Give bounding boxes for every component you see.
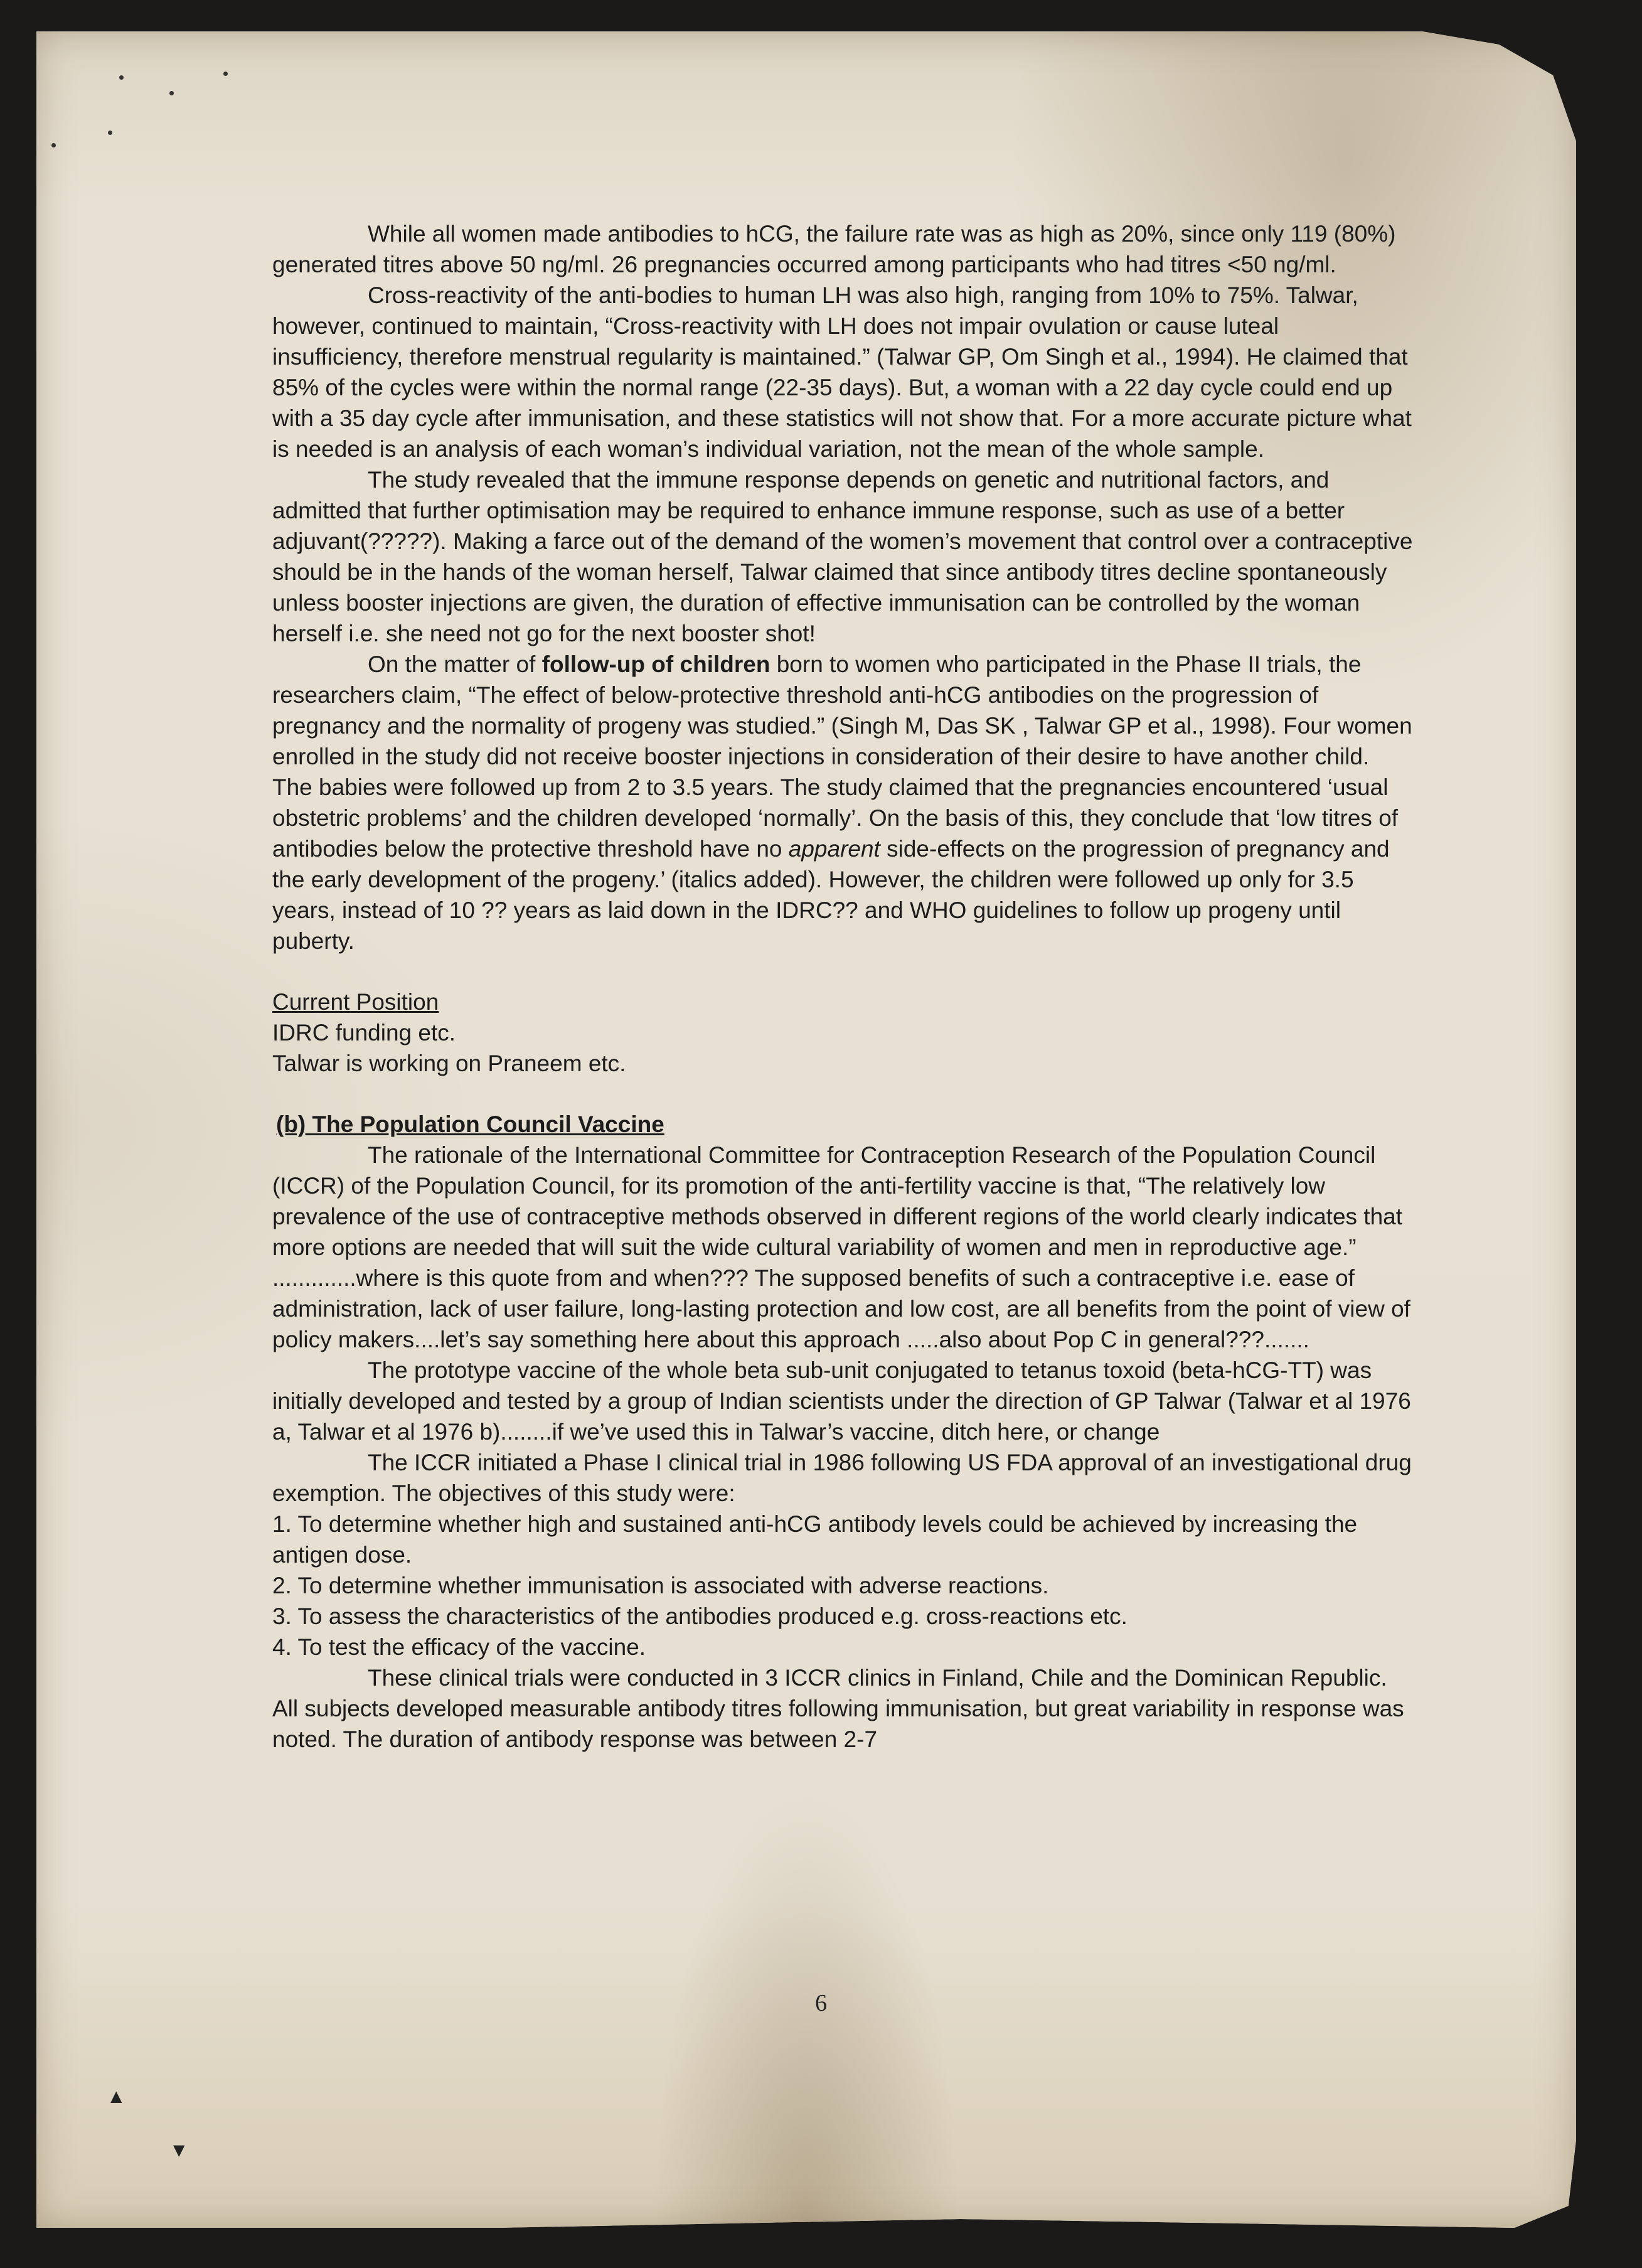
objective-list-item: 3. To assess the characteristics of the antibodies produced e.g. cross-reactions etc. — [272, 1603, 1128, 1629]
speck-mark — [223, 72, 228, 76]
spacer — [272, 1079, 1414, 1109]
paragraph-prototype-vaccine: The prototype vaccine of the whole beta sub-unit conjugated to tetanus toxoid (beta-hCG-TT) was initially developed and tested by a group of Indian scientists under the direction of GP Talwar (Talwar et al 1976 a, Talwar et al 1976 b)........if we’ve used this in Talwar’s vaccine, ditch here, or change — [272, 1357, 1411, 1445]
paragraph-phase-one-trial: The ICCR initiated a Phase I clinical trial in 1986 following US FDA approval of an investigational drug exemption. The objectives of this study were: — [272, 1450, 1412, 1506]
text-run: born to women who participated in the Phase II trials, the researchers claim, “The effect of below-protective threshold anti-hCG antibodies on the progression of pregnancy and the normality of progeny was studied.” (Singh M, Das SK , Talwar GP et al., 1998). Four women enrolled in the study did not receive booster injections in consideration of their desire to have another child. The babies were followed up from 2 to 3.5 years. The study claimed that the pregnancies encountered ‘usual obstetric problems’ and the children developed ‘normally’. On the basis of this, they conclude that ‘low titres of antibodies below the protective threshold have no — [272, 651, 1412, 862]
bold-phrase: follow-up of children — [541, 651, 770, 677]
current-position-line: IDRC funding etc. — [272, 1020, 456, 1046]
spacer — [272, 956, 1414, 987]
speck-mark — [169, 91, 174, 95]
objective-list-item: 4. To test the efficacy of the vaccine. — [272, 1634, 646, 1660]
text-run: On the matter of — [368, 651, 542, 677]
paragraph-cross-reactivity: Cross-reactivity of the anti-bodies to human LH was also high, ranging from 10% to 75%. Talwar, however, continued to maintain, “Cross-reactivity with LH does not impair ovulation or cause luteal insufficiency, therefore menstrual regularity is maintained.” (Talwar GP, Om Singh et al., 1994). He claimed that 85% of the cycles were within the normal range (22-35 days). But, a woman with a 22 day cycle could end up with a 35 day cycle after immunisation, and these statistics will not show that. For a more accurate picture what is needed is an analysis of each woman’s individual variation, not the mean of the whole sample. — [272, 282, 1412, 462]
section-b-heading: (b) The Population Council Vaccine — [276, 1111, 664, 1137]
document-body — [272, 218, 1414, 1755]
margin-arrow-mark: ▼ — [173, 2141, 185, 2159]
objective-list-item: 2. To determine whether immunisation is associated with adverse reactions. — [272, 1573, 1049, 1598]
speck-mark — [108, 131, 112, 135]
paragraph-clinical-trials: These clinical trials were conducted in 3 ICCR clinics in Finland, Chile and the Dominican Republic. All subjects developed measurable antibody titres following immunisation, but great variability in response was noted. The duration of antibody response was between 2-7 — [272, 1665, 1404, 1752]
objective-list-item: 1. To determine whether high and sustained anti-hCG antibody levels could be achieved by increasing the antigen dose. — [272, 1511, 1358, 1568]
page-number: 6 — [815, 1990, 827, 2016]
paragraph-immune-response: The study revealed that the immune response depends on genetic and nutritional factors, and admitted that further optimisation may be required to enhance immune response, such as use of a better adjuvant(?????). Making a farce out of the demand of the women’s movement that control over a contraceptive should be in the hands of the woman herself, Talwar claimed that since antibody titres decline spontaneously unless booster injections are given, the duration of effective immunisation can be controlled by the woman herself i.e. she need not go for the next booster shot! — [272, 467, 1413, 646]
italic-word: apparent — [788, 836, 880, 862]
current-position-line: Talwar is working on Praneem etc. — [272, 1051, 626, 1076]
paragraph-follow-up-children — [272, 649, 1414, 956]
paragraph-failure-rate: While all women made antibodies to hCG, the failure rate was as high as 20%, since only 119 (80%) generated titres above 50 ng/ml. 26 pregnancies occurred among participants who had titres <50 ng/ml. — [272, 221, 1396, 277]
text-run: side-effects on the progression of pregnancy and the early development of the progeny.’ (italics added). However, the children were followed up only for 3.5 years, instead of 10 ?? years as laid down in the IDRC?? and WHO guidelines to follow up progeny until puberty. — [272, 836, 1390, 954]
margin-arrow-mark: ▲ — [110, 2087, 122, 2105]
speck-mark — [119, 75, 124, 80]
speck-mark — [51, 143, 56, 147]
paragraph-rationale: The rationale of the International Committee for Contraception Research of the Population Council (ICCR) of the Population Council, for its promotion of the anti-fertility vaccine is that, “The relatively low prevalence of the use of contraceptive methods observed in different regions of the world clearly indicates that more options are needed that will suit the wide cultural variability of women and men in reproductive age.” .............where is this quote from and when??? The supposed benefits of such a contraceptive i.e. ease of administration, lack of user failure, long-lasting protection and low cost, are all benefits from the point of view of policy makers....let’s say something here about this approach .....also about Pop C in general???....... — [272, 1142, 1410, 1352]
current-position-heading: Current Position — [272, 989, 439, 1015]
